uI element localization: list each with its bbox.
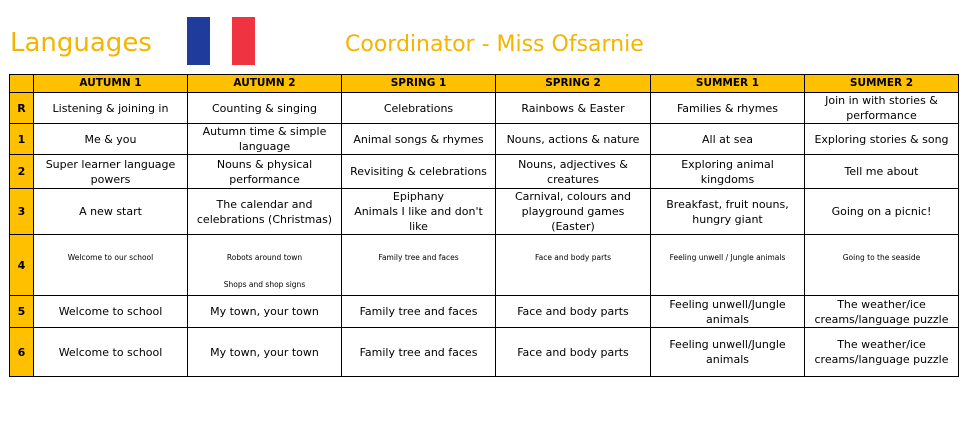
table-cell: Welcome to school [34,328,188,377]
row-label-5: 5 [10,296,34,328]
table-cell: My town, your town [188,328,342,377]
table-cell: Super learner language powers [34,155,188,189]
table-row [10,235,959,296]
france-flag-icon [187,17,255,65]
table-cell: Rainbows & Easter [496,93,651,124]
flag-stripe-white [210,17,233,65]
table-cell: Carnival, colours and playground games (Easter) [496,189,651,235]
table-cell: Exploring animal kingdoms [651,155,805,189]
cell-line: Robots around town [226,252,303,262]
table-row [10,93,959,124]
table-cell [805,235,959,296]
table-row [10,124,959,155]
table-cell: Families & rhymes [651,93,805,124]
table-cell [651,235,805,296]
column-header-autumn-2: AUTUMN 2 [188,75,342,93]
table-cell: Animal songs & rhymes [342,124,496,155]
page-title: Languages [10,28,152,58]
table-row [10,189,959,235]
table-cell: Family tree and faces [342,296,496,328]
table-cell [188,235,342,296]
table-cell: Join in with stories & performance [805,93,959,124]
curriculum-table [9,74,959,377]
table-cell: A new start [34,189,188,235]
table-cell: The weather/ice creams/language puzzle [805,328,959,377]
column-header-spring-2: SPRING 2 [496,75,651,93]
table-cell: Tell me about [805,155,959,189]
table-cell: Face and body parts [496,296,651,328]
table-cell: Me & you [34,124,188,155]
table-cell: Feeling unwell/Jungle animals [651,328,805,377]
table-cell: Face and body parts [496,328,651,377]
flag-stripe-blue [187,17,210,65]
cell-line: Shops and shop signs [223,279,306,289]
table-cell: The weather/ice creams/language puzzle [805,296,959,328]
table-cell: Breakfast, fruit nouns, hungry giant [651,189,805,235]
cell-line: Feeling unwell / Jungle animals [669,252,786,262]
column-header-spring-1: SPRING 1 [342,75,496,93]
table-cell [496,235,651,296]
row-label-2: 2 [10,155,34,189]
row-label-r: R [10,93,34,124]
table-cell: Welcome to school [34,296,188,328]
column-header-autumn-1: AUTUMN 1 [34,75,188,93]
table-cell: Exploring stories & song [805,124,959,155]
table-cell: Counting & singing [188,93,342,124]
table-cell: Feeling unwell/Jungle animals [651,296,805,328]
row-label-1: 1 [10,124,34,155]
column-header-summer-2: SUMMER 2 [805,75,959,93]
row-label-6: 6 [10,328,34,377]
table-cell: My town, your town [188,296,342,328]
cell-line: Animals I like and don't like [354,205,483,233]
column-header-summer-1: SUMMER 1 [651,75,805,93]
table-row [10,328,959,377]
table-cell: Nouns, adjectives & creatures [496,155,651,189]
table-cell: Listening & joining in [34,93,188,124]
table-cell [342,189,496,235]
table-row [10,296,959,328]
table-cell: All at sea [651,124,805,155]
flag-stripe-red [232,17,255,65]
table-cell: Nouns & physical performance [188,155,342,189]
table-cell: Family tree and faces [342,328,496,377]
row-label-4: 4 [10,235,34,296]
corner-cell [10,75,34,93]
cell-line: Face and body parts [534,252,612,262]
cell-line: Epiphany [392,190,445,203]
table-cell: Nouns, actions & nature [496,124,651,155]
cell-line: Welcome to our school [67,252,154,262]
table-header-row [10,75,959,93]
table-cell: Revisiting & celebrations [342,155,496,189]
table-cell: The calendar and celebrations (Christmas) [188,189,342,235]
cell-line: Family tree and faces [378,252,459,262]
table-cell [34,235,188,296]
table-cell: Celebrations [342,93,496,124]
table-cell [342,235,496,296]
table-cell: Autumn time & simple language [188,124,342,155]
cell-line: Going to the seaside [842,252,921,262]
table-cell: Going on a picnic! [805,189,959,235]
table-row [10,155,959,189]
row-label-3: 3 [10,189,34,235]
coordinator-label: Coordinator - Miss Ofsarnie [345,32,644,57]
